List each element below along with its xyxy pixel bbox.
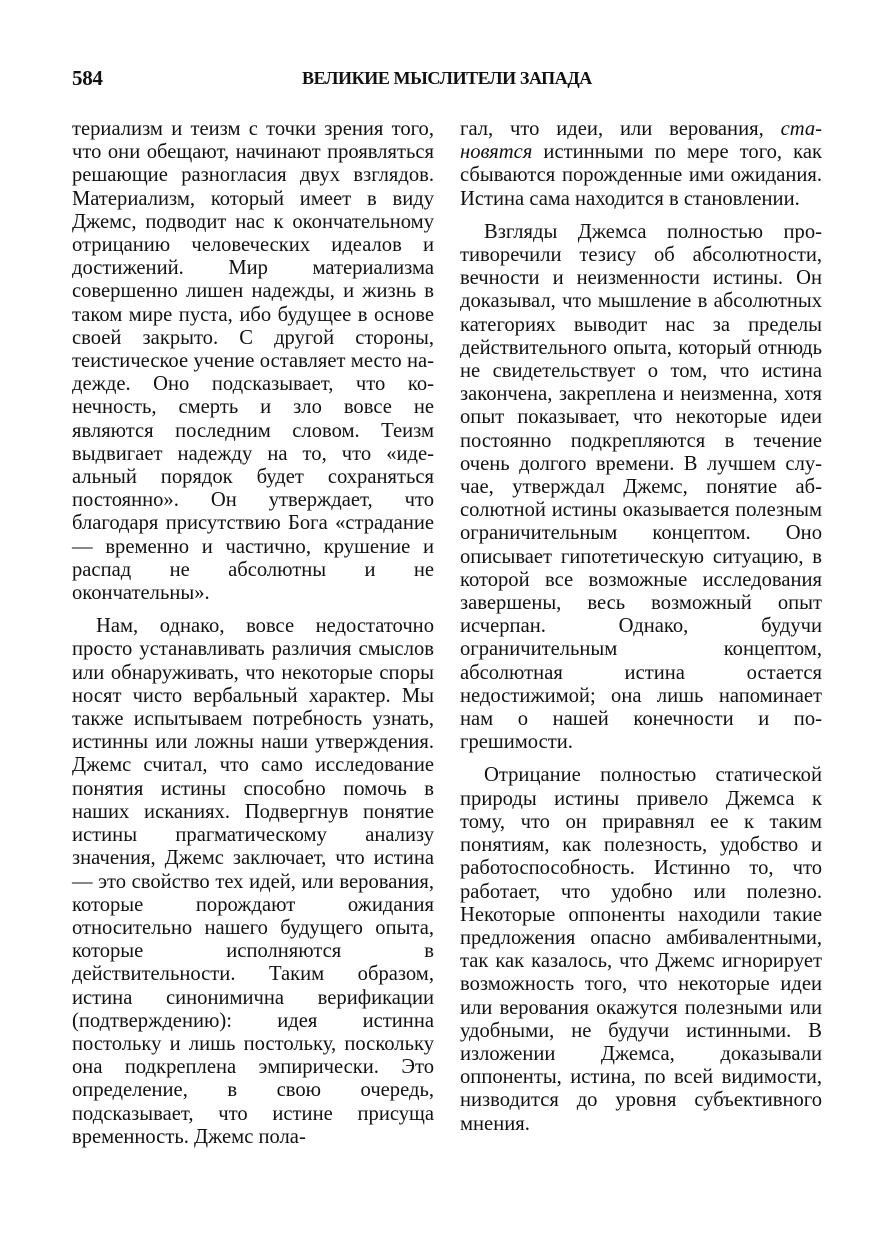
left-paragraph-1: териализм и теизм с точки зрения того, что они обещают, начинают проявляться решающие разногласия двух взглядов. Материализм, который имеет в виду Джемс, подводит нас к окончательному отрицанию человеческих идеалов и достижений. Мир материализма совершенно лишен надежды, и жизнь в таком мире пуста, ибо будущее в основе своей закрыто. С другой стороны, теистическое учение оставляет место надежде. Оно подсказывает, что конечность, смерть и зло вовсе не являются последним словом. Теизм выдвигает надежду на то, что «идеальный порядок будет сохраняться постоянно». Он утверждает, что благодаря присутствию Бога «страдание — временно и частично, крушение и распад не абсолютны и не окончательны». [72,118,434,605]
running-title: ВЕЛИКИЕ МЫСЛИТЕЛИ ЗАПАДА [302,68,592,88]
right-paragraph-1-emphasis: становятся [460,118,822,164]
right-paragraph-2: Взгляды Джемса полностью противоречили тезису об абсолютности, вечности и неизменности истины. Он доказывал, что мышление в абсолютных категориях выводит нас за пределы действительного опыта, который отнюдь не свидетельствует о том, что истина закончена, закреплена и неизменна, хотя опыт показывает, что некоторые идеи постоянно подкрепляются в течение очень долгого времени. В лучшем случае, утверждал Джемс, понятие абсолютной истины оказывается полезным ограничительным концептом. Оно описывает гипотетическую ситуацию, в которой все возможные исследования завершены, весь возможный опыт исчерпан. Однако, будучи ограничительным концептом, абсолютная истина остается недостижимой; она лишь напоминает нам о нашей конечности и погрешимости. [460,220,822,754]
right-column [460,118,822,1136]
left-paragraph-2: Нам, однако, вовсе недостаточно просто устанавливать различия смыслов или обнаруживать, что некоторые споры носят чисто вербальный характер. Мы также испытываем потребность узнать, истинны или ложны наши утверждения. Джемс считал, что само исследование понятия истины способно помочь в наших исканиях. Подвергнув понятие истины прагматическому анализу значения, Джемс заключает, что истина — это свойство тех идей, или верования, которые порождают ожидания относительно нашего будущего опыта, которые исполняются в действительности. Таким образом, истина синонимична верификации (подтверждению): идея истинна постольку и лишь постольку, поскольку она подкреплена эмпирически. Это определение, в свою очередь, подсказывает, что истине присуща временность. Джемс пола- [72,615,434,1148]
left-column [72,118,434,1149]
page-number: 584 [72,66,103,90]
right-paragraph-3: Отрицание полностью статической природы истины привело Джемса к тому, что он приравнял ее к таким понятиям, как полезность, удобство и работоспособность. Истинно то, что работает, что удобно или полезно. Некоторые оппоненты находили такие предложения опасно амбивалентными, так как казалось, что Джемс игнорирует возможность того, что некоторые идеи или верования окажутся полезными или удобными, не будучи истинными. В изложении Джемса, доказывали оппоненты, истина, по всей видимости, низводится до уровня субъективного мнения. [460,764,822,1135]
right-paragraph-1 [460,118,822,211]
right-paragraph-1-end: истинными по мере того, как сбываются порожденные ими ожидания. Истина сама находится в становлении. [460,141,822,210]
right-paragraph-1-start: гал, что идеи, или верования, [460,118,781,140]
page-header [72,66,820,98]
